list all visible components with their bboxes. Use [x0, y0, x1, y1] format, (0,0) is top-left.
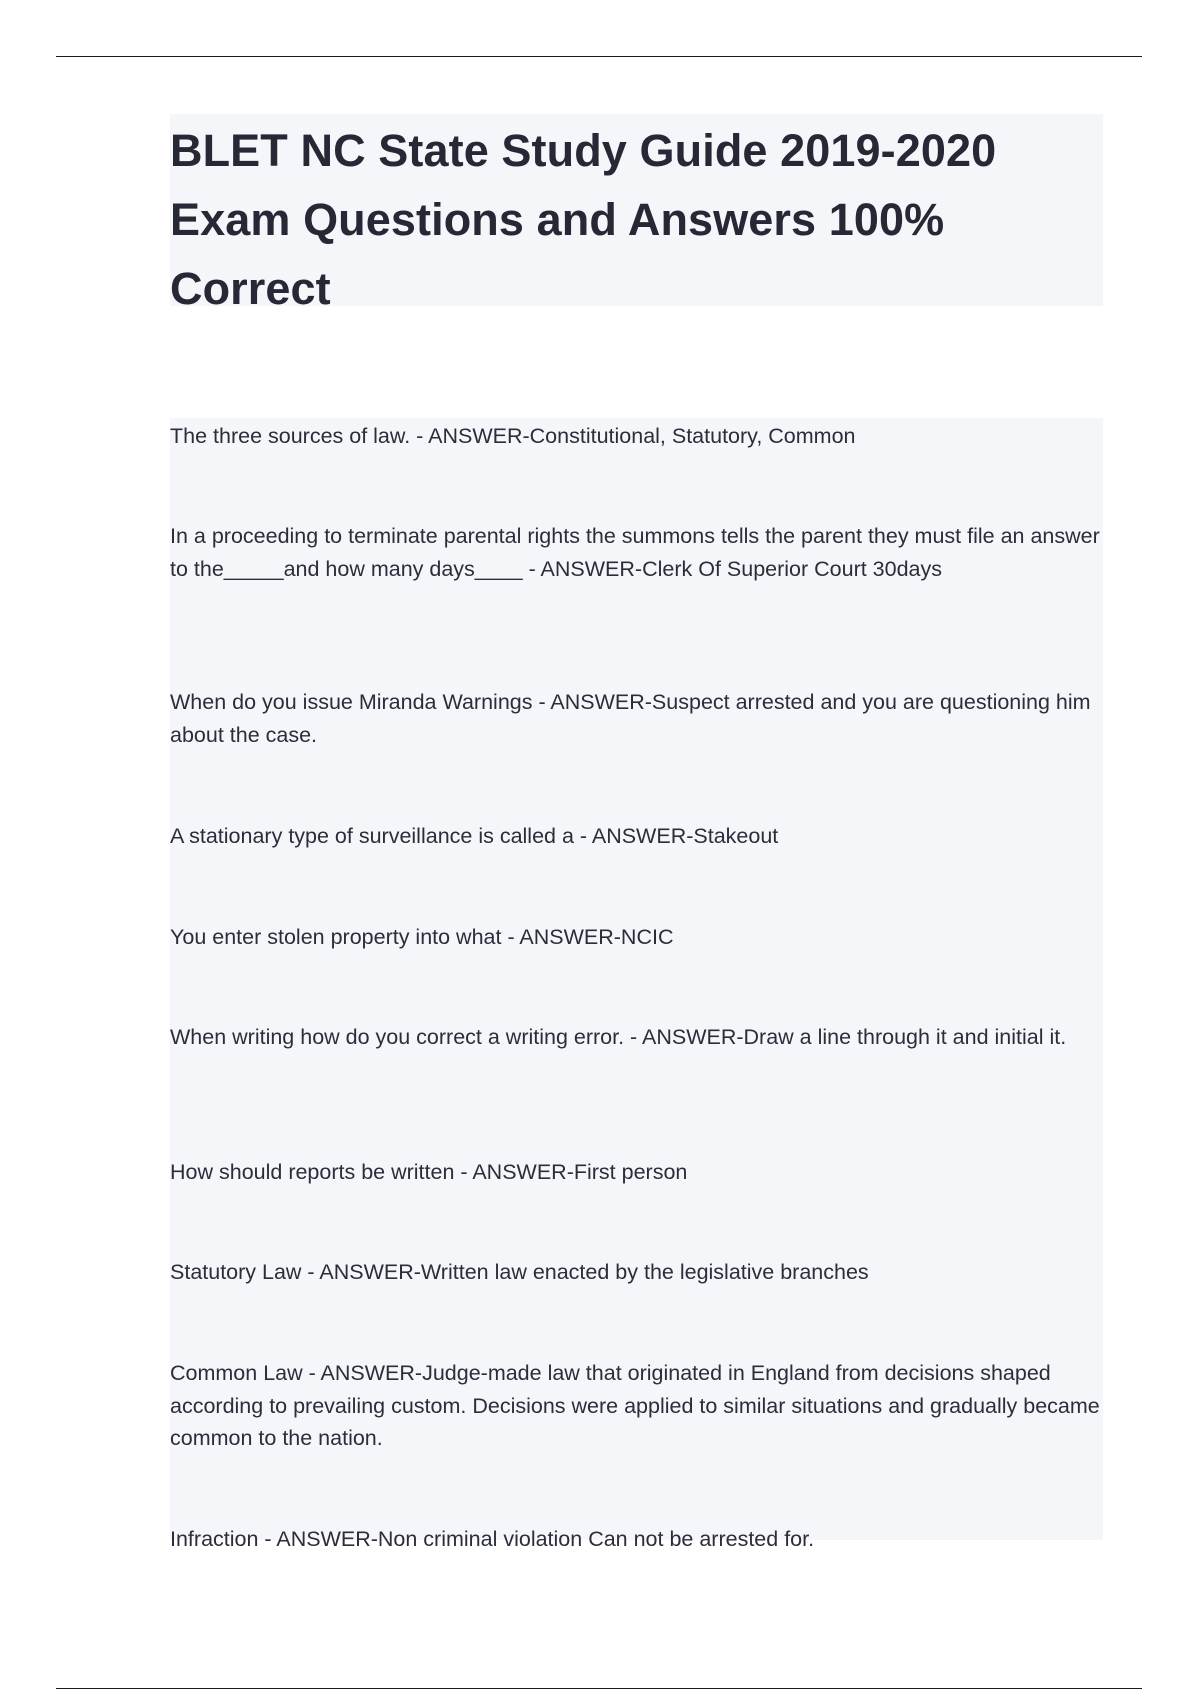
document-title: BLET NC State Study Guide 2019-2020 Exam Questions and Answers 100% Correct	[170, 125, 997, 314]
qa-item: Infraction - ANSWER-Non criminal violation Can not be arrested for.	[170, 1527, 815, 1551]
qa-item: A stationary type of surveillance is called a - ANSWER-Stakeout	[170, 824, 779, 848]
qa-item: How should reports be written - ANSWER-First person	[170, 1160, 688, 1184]
qa-item: When do you issue Miranda Warnings - ANSWER-Suspect arrested and you are questioning him about the case.	[170, 690, 1091, 747]
top-rule	[56, 56, 1142, 57]
qa-item: You enter stolen property into what - ANSWER-NCIC	[170, 925, 674, 949]
qa-item: In a proceeding to terminate parental rights the summons tells the parent they must file an answer to the_____and how many days____ - ANSWER-Clerk Of Superior Court 30days	[170, 524, 1100, 581]
qa-list	[170, 418, 1103, 1551]
qa-item: Common Law - ANSWER-Judge-made law that originated in England from decisions shaped according to prevailing custom. Decisions were applied to similar situations and gradually became common to the nation.	[170, 1361, 1100, 1450]
qa-item: Statutory Law - ANSWER-Written law enacted by the legislative branches	[170, 1260, 869, 1284]
qa-item: The three sources of law. - ANSWER-Constitutional, Statutory, Common	[170, 424, 856, 448]
qa-item: When writing how do you correct a writing error. - ANSWER-Draw a line through it and initial it.	[170, 1025, 1067, 1049]
bottom-rule	[56, 1688, 1142, 1689]
title-block	[170, 114, 1103, 314]
